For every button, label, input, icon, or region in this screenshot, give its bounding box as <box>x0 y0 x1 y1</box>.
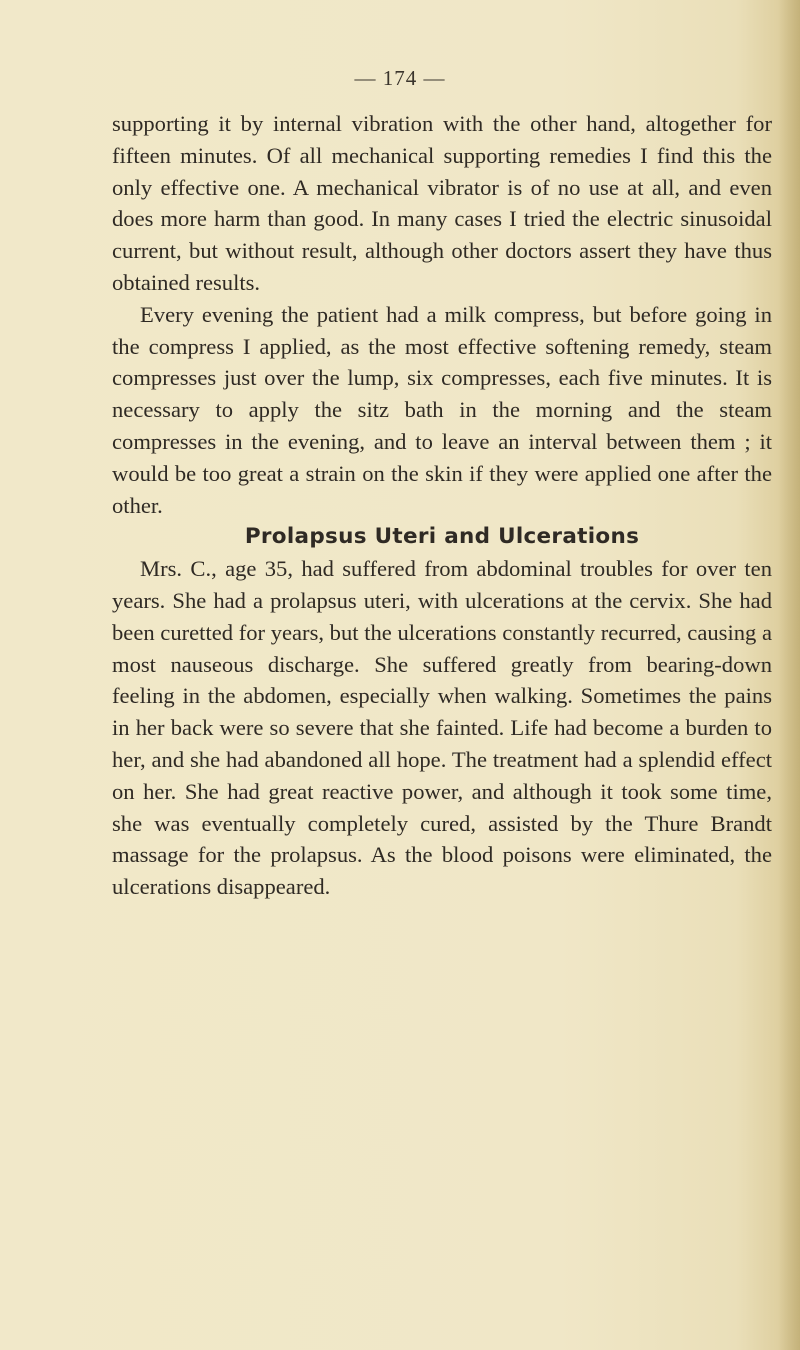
paragraph-milk-compress: Every evening the patient had a milk compress, but before going in the compress I applied, as the most effective softening remedy, steam compresses just over the lump, six compresses, each five minutes. It is necessary to apply the sitz bath in the morning and the steam compresses in the evening, and to leave an interval between them ; it would be too great a strain on the skin if they were applied one after the other. <box>112 301 772 518</box>
page-number: — 174 — <box>354 66 446 90</box>
section-heading: Prolapsus Uteri and Ulcerations <box>244 524 640 550</box>
page-edge-shadow <box>778 0 800 1350</box>
paragraph-continuation: supporting it by internal vibration with the other hand, altogether for fifteen minutes. Of all mechanical supporting remedies I find this the only effective one. A mechanical vibrator is of no use at all, and even does more harm than good. In many cases I tried the electric sinusoidal current, but without result, although other doctors assert they have thus obtained results. <box>112 111 772 295</box>
body-text <box>112 108 772 903</box>
paragraph-case-mrs-c: Mrs. C., age 35, had suffered from abdominal troubles for over ten years. She had a prolapsus uteri, with ulcerations at the cervix. She had been curetted for years, but the ulcerations constantly recurred, causing a most nauseous discharge. She suffered greatly from bearing-down feeling in the abdomen, especially when walking. Sometimes the pains in her back were so severe that she fainted. Life had become a burden to her, and she had abandoned all hope. The treatment had a splendid effect on her. She had great reactive power, and although it took some time, she was eventually completely cured, assisted by the Thure Brandt massage for the prolapsus. As the blood poisons were eliminated, the ulcerations disappeared. <box>112 556 772 900</box>
